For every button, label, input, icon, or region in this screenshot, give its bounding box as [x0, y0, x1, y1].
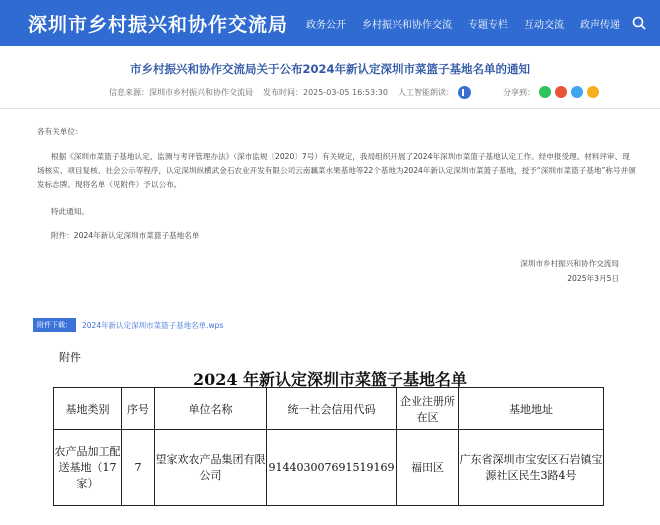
wechat-share-icon[interactable] [539, 86, 551, 98]
signature-date: 2025年3月5日 [567, 274, 619, 283]
greeting: 各有关单位： [37, 127, 83, 136]
weibo-share-icon[interactable] [555, 86, 567, 98]
share-buttons [539, 86, 599, 98]
attachment-label: 附件下载： [33, 318, 76, 332]
meta-date: 发布时间：2025-03-05 16:53:30 [263, 87, 388, 97]
table-row [54, 430, 604, 506]
column-header: 企业注册所在区 [397, 388, 459, 430]
signature-org: 深圳市乡村振兴和协作交流局 [520, 259, 619, 268]
search-icon[interactable] [632, 16, 646, 30]
audio-play-icon[interactable] [458, 86, 471, 99]
site-title[interactable]: 深圳市乡村振兴和协作交流局 [28, 14, 289, 36]
attachment-note: 附件：2024年新认定深圳市菜篮子基地名单 [51, 231, 200, 240]
header-divider [0, 108, 660, 109]
article-title: 市乡村振兴和协作交流局关于公布2024年新认定深圳市菜篮子基地名单的通知 [129, 62, 530, 76]
cell-number: 7 [122, 430, 155, 506]
base-list-table [53, 387, 604, 506]
cell-category: 农产品加工配送基地（17家） [54, 430, 122, 506]
qq-share-icon[interactable] [571, 86, 583, 98]
article-meta [109, 84, 599, 100]
attachment-link[interactable]: 2024年新认定深圳市菜篮子基地名单.wps [82, 320, 224, 330]
column-header: 基地类别 [54, 388, 122, 430]
column-header: 统一社会信用代码 [267, 388, 397, 430]
body-paragraph: 根据《深圳市菜篮子基地认定、监测与考评管理办法》（深市监规〔2020〕7号）有关规定，我局组织开展了2024年深圳市菜篮子基地认定工作。经申报受理、材料评审、现场核实、项目复核、社会公示等程序，认定深圳纵横武金石农业开发有限公司云南藕菜水果基地等22个基地为2024年新认定深圳市菜篮子基地，授予“深圳市菜篮子基地”称号并颁发标志牌。现将名单（见附件）予以公布。 [37, 152, 636, 189]
cell-credit-code: 914403007691519169 [267, 430, 397, 506]
qzone-share-icon[interactable] [587, 86, 599, 98]
document-heading: 附件 [59, 351, 81, 364]
nav-item-zhuanti[interactable]: 专题专栏 [468, 20, 508, 31]
nav-item-hudong[interactable]: 互动交流 [524, 20, 564, 31]
attachment-download [33, 318, 223, 332]
main-nav [306, 16, 620, 31]
meta-source: 信息来源：深圳市乡村振兴和协作交流局 [109, 87, 253, 97]
nav-item-zhengsheng[interactable]: 政声传递 [580, 20, 620, 31]
site-header [0, 0, 660, 46]
nav-item-xiangcun[interactable]: 乡村振兴和协作交流 [362, 20, 452, 31]
meta-reader-label: 人工智能朗读： [397, 87, 454, 97]
cell-company: 望家欢农产品集团有限公司 [155, 430, 267, 506]
table-header-row [54, 388, 604, 430]
column-header: 基地地址 [459, 388, 604, 430]
nav-item-zhengwu[interactable]: 政务公开 [306, 20, 346, 31]
document-title: 2024 年新认定深圳市菜篮子基地名单 [192, 370, 468, 389]
column-header: 序号 [122, 388, 155, 430]
signature [520, 256, 619, 286]
column-header: 单位名称 [155, 388, 267, 430]
notice-line: 特此通知。 [51, 207, 89, 216]
cell-district: 福田区 [397, 430, 459, 506]
meta-share-label: 分享到： [502, 87, 535, 97]
cell-address: 广东省深圳市宝安区石岩镇宝源社区民生3路4号 [459, 430, 604, 506]
